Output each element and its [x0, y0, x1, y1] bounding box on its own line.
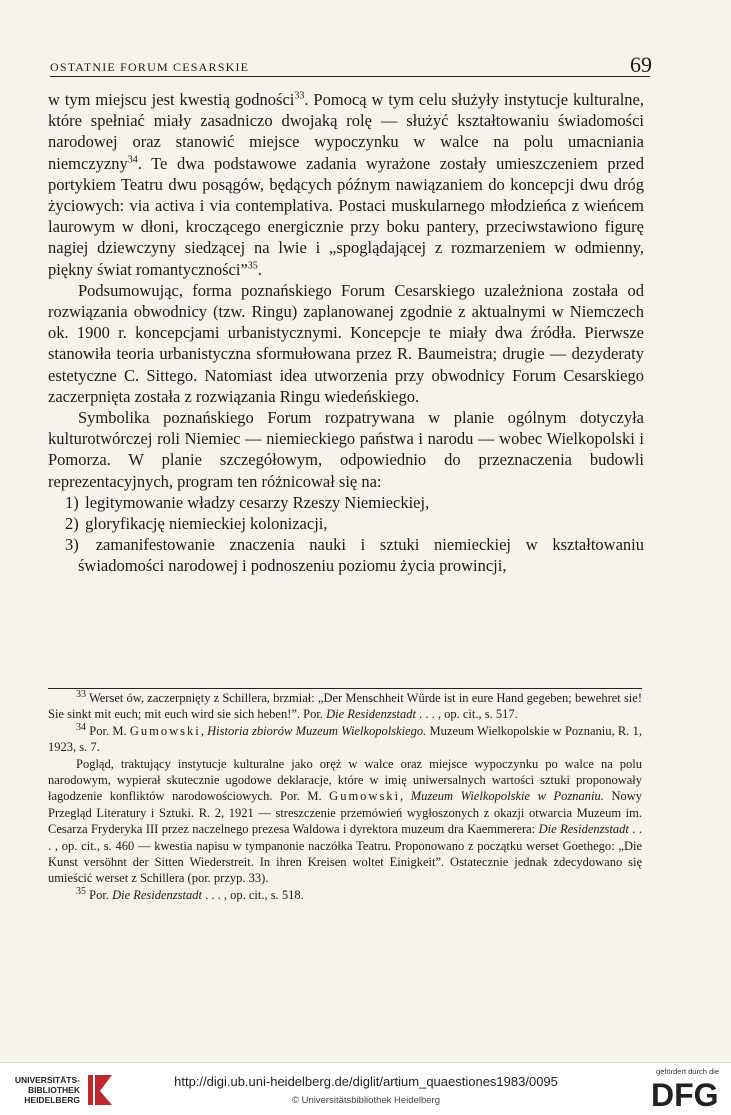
text-run: ,: [400, 789, 411, 804]
text-run: . Te dwa podstawowe zadania wyrażone zostały umieszczeniem przed portykiem Teatru dwu posągów, będących późnym nawiązaniem do koncepcji dwu dróg życiowych: via activa i via contemplativa. Postaci muskularnego młodzieńca z wieńcem laurowym w dłoni, kroczącego energicznie przy boku pantery, przeciwstawiono figurę nagiej dziewczyny siedzącej na lwie i „spoglądającej z rozmarzeniem w odmienny, piękny świat romantyczności”: [48, 153, 644, 279]
library-name: UNIVERSITÄTS-BIBLIOTHEK HEIDELBERG: [14, 1075, 80, 1105]
paragraph: [48, 89, 644, 280]
italic-title: Historia zbiorów Muzeum Wielkopolskiego.: [207, 723, 427, 738]
sponsor-logo[interactable]: [609, 1067, 721, 1113]
viewer-footer: [0, 1062, 731, 1115]
author-name: Gumowski: [329, 789, 401, 804]
text-run: Por.: [89, 887, 113, 902]
italic-title: Die Residenzstadt: [326, 707, 416, 722]
numbered-list: [48, 492, 644, 577]
list-item-text: zamanifestowanie znaczenia nauki i sztuki niemieckiej w kształtowaniu świadomości narodowej i podnoszeniu poziomu życia prowincji,: [78, 535, 644, 576]
text-run: ,: [200, 723, 208, 738]
text-run: w tym miejscu jest kwestią godności: [48, 90, 295, 109]
sponsor-caption: gefördert durch die: [656, 1067, 719, 1076]
list-marker: 3): [65, 535, 79, 555]
footnote-ref[interactable]: 35: [247, 260, 258, 272]
paragraph: Podsumowując, forma poznańskiego Forum Cesarskiego uzależniona została od rozwiązania obwodnicy (tzw. Ringu) zaplanowanej zgodnie z aktualnymi w Niemczech ok. 1900 r. koncepcjami urbanistycznymi. Koncepcje te miały dwa źródła. Pierwsze stanowiła teoria urbanistyczna sformułowana przez R. Baumeistra; drugie — dezyderaty estetyczne C. Sittego. Natomiast idea utworzenia przy obwodnicy Forum Cesarskiego zaczerpnięta została z rozwiązania Ringu wiedeńskiego.: [48, 280, 644, 406]
list-item: [48, 513, 644, 534]
list-marker: 1): [65, 492, 79, 512]
footnote-rule: [48, 688, 642, 689]
footnote-number: 35: [76, 885, 86, 897]
text-run: . Pomocą w tym celu służyły instytucje kulturalne, które spełniać miały zasadniczo dwojaką rolę — służyć kształtowaniu świadomości narodowej oraz stanowić miejsce wypoczynku w walce na polu umacniania niemczyzny: [48, 90, 644, 173]
footnote: [48, 756, 642, 887]
footnote-number: 34: [76, 721, 86, 733]
text-run: Por. M.: [89, 723, 130, 738]
list-marker: 2): [65, 514, 79, 534]
dfg-logo-icon: [651, 1078, 721, 1110]
library-logo[interactable]: [8, 1071, 138, 1109]
running-head: [50, 52, 652, 78]
italic-title: Die Residenzstadt: [112, 887, 202, 902]
author-name: Gumowski: [129, 723, 201, 738]
dfg-logo-text: DFG: [651, 1078, 719, 1110]
list-item: [48, 534, 644, 576]
main-text: [48, 89, 644, 577]
footnote-ref[interactable]: 33: [294, 90, 305, 102]
text-run: . . . , op. cit., s. 518.: [201, 887, 304, 902]
page-number: 69: [630, 52, 652, 77]
text-run: . . . , op. cit., s. 517.: [416, 707, 518, 722]
library-emblem-icon: [86, 1073, 114, 1107]
paragraph: Symbolika poznańskiego Forum rozpatrywana w planie ogólnym dotyczyła kulturotwórczej roli Niemiec — niemieckiego państwa i narodu — wobec Wielkopolski i Pomorza. W planie szczegółowym, odpowiednio do przeznaczenia budowli reprezentacyjnych, program ten różnicował się na:: [48, 408, 644, 491]
copyright-notice: © Universitätsbibliothek Heidelberg: [292, 1095, 440, 1106]
footnote: [48, 723, 642, 756]
text-run: .: [257, 259, 262, 279]
footnote-ref[interactable]: 34: [127, 154, 138, 166]
list-item-text: gloryfikację niemieckiej kolonizacji,: [85, 514, 328, 534]
footnote: [48, 887, 642, 903]
header-rule: [50, 76, 650, 77]
footnote: [48, 690, 642, 723]
running-title: OSTATNIE FORUM CESARSKIE: [50, 60, 250, 74]
permalink[interactable]: http://digi.ub.uni-heidelberg.de/diglit/artium_quaestiones1983/0095: [174, 1074, 558, 1089]
text-run: Pogląd, traktujący instytucje kulturalne jako oręż w walce oraz miejsce wypoczynku po walce na polu narodowym, wypierał skutecznie ugodowe deklaracje, które w imię uniwersalnych wartości sztuki proponowały łagodzenie konfliktów narodowościowych. Por. M.: [48, 756, 642, 804]
text-run: . . . , op. cit., s. 460 — kwestia napisu w tympanonie naczółka Teatru. Proponowano z początku werset Goethego: „Die Kunst versöhnt der Sitten Wiederstreit. In ihren Kreisen woltet Einigkeit”. Ostatecznie jednak zdecydowano się umieścić werset z Schillera (por. przyp. 33).: [48, 822, 643, 886]
list-item: [48, 492, 644, 513]
text-run: Nowy Przegląd Literatury i Sztuki. R. 2, 1921 — streszczenie przemówień wygłoszonych z okazji otwarcia Muzeum im. Cesarza Fryderyka III przez naczelnego prezesa Waldowa i dyrektora muzeum dra Kaemmerera:: [48, 789, 643, 837]
list-item-text: legitymowanie władzy cesarzy Rzeszy Niemieckiej,: [85, 492, 430, 512]
italic-title: Muzeum Wielkopolskie w Poznaniu.: [410, 789, 604, 804]
italic-title: Die Residenzstadt: [538, 822, 629, 837]
footnotes: [48, 690, 642, 903]
footnote-number: 33: [76, 688, 86, 700]
text-run: Werset ów, zaczerpnięty z Schillera, brzmiał: „Der Menschheit Würde ist in eure Hand gegeben; bewehret sie! Sie sinkt mit euch; mit euch wird sie sich heben!”. Por.: [48, 691, 642, 722]
text-run: Muzeum Wielkopolskie w Poznaniu, R. 1, 1923, s. 7.: [48, 723, 642, 755]
